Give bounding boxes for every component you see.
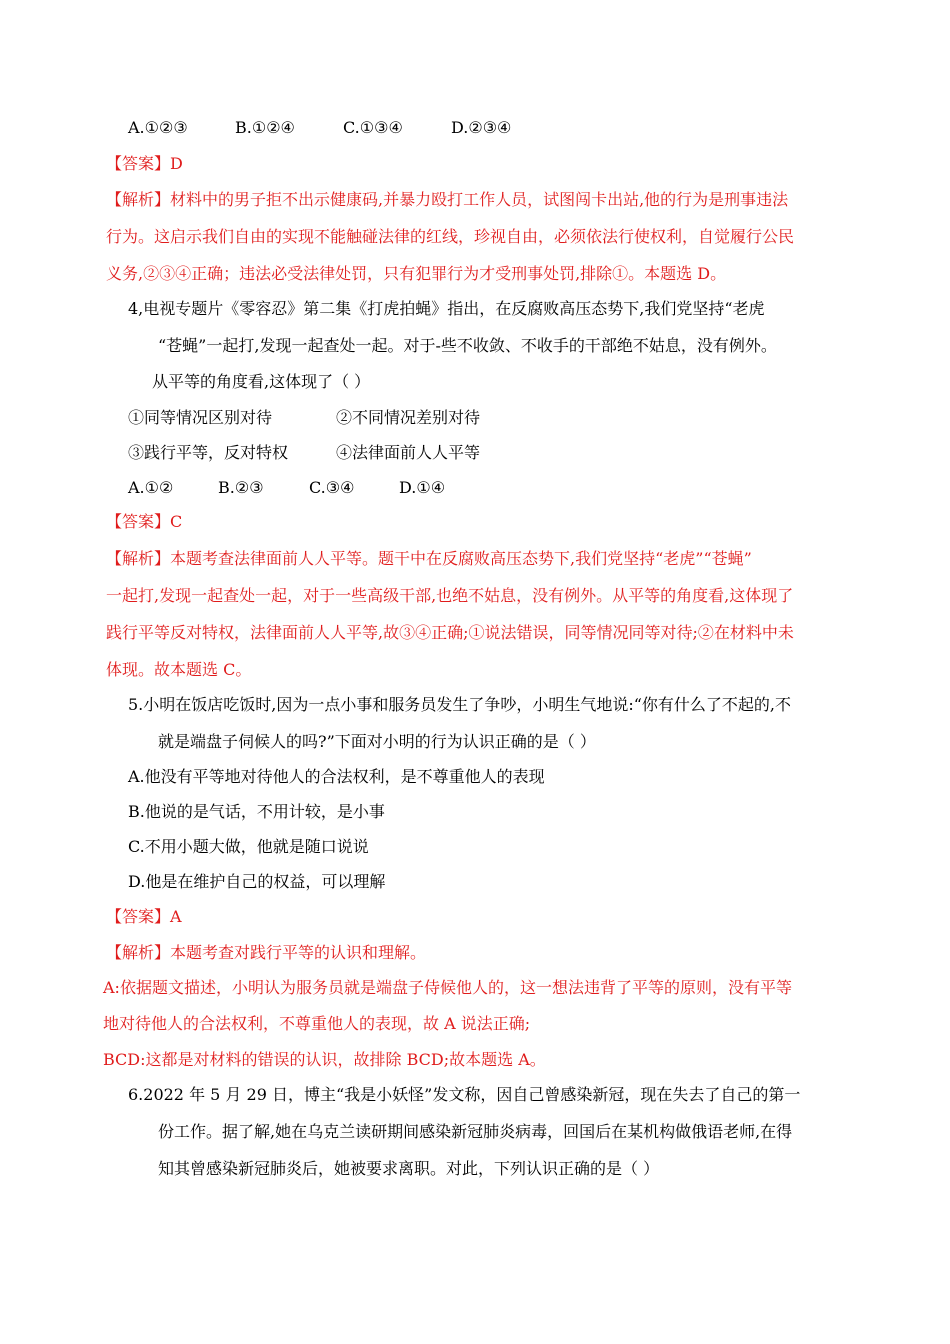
q4-statement-2: ②不同情况差别对待 bbox=[336, 408, 481, 427]
q4-option-b: B.②③ bbox=[218, 478, 264, 497]
q5-option-b: B.他说的是气话，不用计较，是小事 bbox=[128, 802, 385, 821]
q4-answer: 【答案】C bbox=[106, 512, 183, 531]
q3-option-d: D.②③④ bbox=[451, 118, 512, 137]
q4-option-d: D.①④ bbox=[399, 478, 446, 497]
q5-analysis-line: 【解析】本题考查对践行平等的认识和理解。 bbox=[106, 943, 427, 962]
q4-analysis-line: 践行平等反对特权，法律面前人人平等,故③④正确;①说法错误，同等情况同等对待;②在材料中未 bbox=[106, 623, 794, 642]
q4-analysis-line: 一起打,发现一起查处一起，对于一些高级干部,也绝不姑息，没有例外。从平等的角度看,这体现了 bbox=[106, 586, 794, 605]
q4-analysis-line: 【解析】本题考查法律面前人人平等。题干中在反腐败高压态势下,我们党坚持“老虎”“苍蝇” bbox=[106, 549, 752, 568]
q4-option-c: C.③④ bbox=[309, 478, 355, 497]
q3-analysis-line: 【解析】材料中的男子拒不出示健康码,并暴力殴打工作人员，试图闯卡出站,他的行为是刑事违法 bbox=[106, 190, 789, 209]
q5-answer: 【答案】A bbox=[106, 907, 182, 926]
q5-stem-line: 5.小明在饭店吃饭时,因为一点小事和服务员发生了争吵，小明生气地说:“你有什么了不起的,不 bbox=[128, 695, 792, 714]
q3-answer: 【答案】D bbox=[106, 154, 183, 173]
q5-option-d: D.他是在维护自己的权益，可以理解 bbox=[128, 872, 386, 891]
q3-option-a: A.①②③ bbox=[128, 118, 188, 137]
q4-stem-line: “苍蝇”一起打,发现一起查处一起。对于-些不收敛、不收手的干部绝不姑息，没有例外。 bbox=[158, 336, 777, 355]
q3-analysis-line: 行为。这启示我们自由的实现不能触碰法律的红线，珍视自由，必须依法行使权利，自觉履行公民 bbox=[106, 227, 795, 246]
q5-option-c: C.不用小题大做，他就是随口说说 bbox=[128, 837, 369, 856]
q5-option-a: A.他没有平等地对待他人的合法权利，是不尊重他人的表现 bbox=[128, 767, 545, 786]
q5-analysis-line: A:依据题文描述，小明认为服务员就是端盘子侍候他人的，这一想法违背了平等的原则，没有平等 bbox=[103, 978, 792, 997]
q3-option-c: C.①③④ bbox=[343, 118, 403, 137]
q4-option-a: A.①② bbox=[128, 478, 174, 497]
q4-options bbox=[128, 477, 445, 499]
q4-statement-1: ①同等情况区别对待 bbox=[128, 408, 273, 427]
q3-analysis-line: 义务,②③④正确；违法必受法律处罚，只有犯罪行为才受刑事处罚,排除①。本题选 D。 bbox=[106, 264, 727, 283]
q4-analysis-line: 体现。故本题选 C。 bbox=[106, 660, 252, 679]
q3-option-b: B.①②④ bbox=[235, 118, 295, 137]
q5-stem-line: 就是端盘子伺候人的吗?”下面对小明的行为认识正确的是（ ） bbox=[158, 732, 596, 751]
q5-analysis-line: 地对待他人的合法权利，不尊重他人的表现，故 A 说法正确; bbox=[103, 1014, 531, 1033]
q6-stem-line: 知其曾感染新冠肺炎后，她被要求离职。对此，下列认识正确的是（ ） bbox=[158, 1159, 660, 1178]
q5-analysis-line: BCD:这都是对材料的错误的认识，故排除 BCD;故本题选 A。 bbox=[103, 1050, 546, 1069]
q6-stem-line: 份工作。据了解,她在乌克兰读研期间感染新冠肺炎病毒，回国后在某机构做俄语老师,在得 bbox=[158, 1122, 793, 1141]
q6-stem-line: 6.2022 年 5 月 29 日，博主“我是小妖怪”发文称，因自己曾感染新冠，现在失去了自己的第一 bbox=[128, 1085, 801, 1104]
q4-statement-3: ③践行平等，反对特权 bbox=[128, 443, 289, 462]
q4-statement-4: ④法律面前人人平等 bbox=[336, 443, 481, 462]
q3-options bbox=[128, 117, 511, 139]
q4-stem-line: 从平等的角度看,这体现了（ ） bbox=[152, 372, 371, 391]
q4-stem-line: 4,电视专题片《零容忍》第二集《打虎拍蝇》指出，在反腐败高压态势下,我们党坚持“老虎 bbox=[128, 299, 765, 318]
